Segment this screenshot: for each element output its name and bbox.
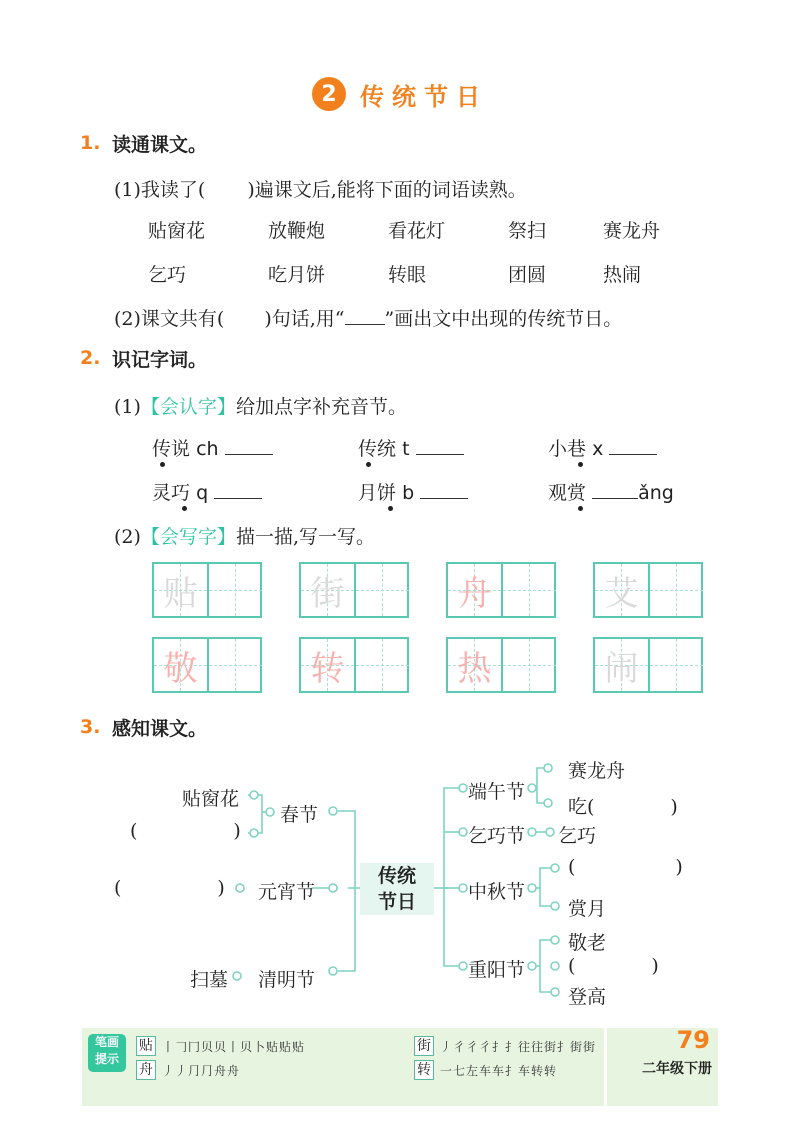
word-item: 团圆 — [508, 264, 547, 286]
stroke-char: 舟 — [136, 1060, 156, 1080]
pinyin-hint: t — [402, 438, 410, 460]
section-3-number: 3. — [80, 716, 101, 738]
word-item: 祭扫 — [508, 220, 547, 242]
pinyin-word: 灵巧 — [152, 482, 191, 504]
center-line-2: 节日 — [377, 891, 416, 913]
node-dragon-boat-festival: 端午节 — [468, 781, 526, 803]
stroke-char: 转 — [414, 1060, 434, 1080]
chongyang-item-2-blank[interactable]: ( ) — [568, 955, 659, 977]
section-2-title: 识记字词。 — [112, 349, 208, 371]
trace-char: 舟 — [457, 573, 492, 614]
trace-char: 敬 — [163, 648, 198, 689]
trace-char: 闹 — [604, 648, 639, 689]
word-item: 热闹 — [603, 264, 642, 286]
trace-char: 街 — [310, 573, 345, 614]
pinyin-word: 月饼 — [358, 482, 397, 504]
lesson-number-badge: 2 — [312, 77, 346, 111]
q1-part1-prefix: (1)我读了( — [114, 179, 206, 201]
word-item: 乞巧 — [148, 264, 187, 286]
pinyin-hint: q — [196, 482, 209, 504]
pinyin-hint: b — [402, 482, 415, 504]
pinyin-word: 传统 — [358, 438, 397, 460]
badge-line-1: 笔画 — [94, 1035, 119, 1049]
node-qingming-festival: 清明节 — [258, 969, 316, 991]
qixi-item: 乞巧 — [558, 825, 597, 847]
mind-map-center — [360, 863, 434, 915]
pinyin-hint: ch — [196, 438, 219, 460]
node-qixi-festival: 乞巧节 — [468, 825, 526, 847]
stroke-sequence: 一七左车车⺘车转转 — [440, 1064, 558, 1078]
q2-part1-suffix: 给加点字补充音节。 — [235, 396, 407, 418]
pinyin-word: 传说 — [152, 438, 191, 460]
midautumn-item-1-blank[interactable]: ( ) — [568, 856, 683, 878]
q2-part1-prefix: (1) — [114, 396, 141, 418]
word-item: 看花灯 — [388, 220, 446, 242]
spring-item-2-blank[interactable]: ( ) — [130, 820, 241, 842]
node-spring-festival: 春节 — [280, 804, 319, 826]
q2-part2-tag: 【会写字】 — [140, 526, 236, 548]
pinyin-word: 小巷 — [548, 438, 587, 460]
q1-part2-prefix: (2)课文共有( — [114, 308, 225, 330]
stroke-char: 贴 — [136, 1036, 156, 1056]
word-item: 赛龙舟 — [603, 220, 661, 242]
word-item: 转眼 — [388, 264, 427, 286]
stroke-hint-badge — [88, 1034, 126, 1072]
q1-part2-suffix: ”画出文中出现的传统节日。 — [384, 308, 623, 330]
trace-char: 热 — [457, 648, 492, 689]
node-lantern-festival: 元宵节 — [258, 881, 316, 903]
badge-line-2: 提示 — [94, 1052, 119, 1066]
midautumn-item-2: 赏月 — [568, 898, 607, 920]
node-mid-autumn-festival: 中秋节 — [468, 881, 526, 903]
lesson-title-text: 传统节日 — [360, 82, 488, 111]
footer-divider — [604, 1028, 607, 1106]
page-number: 79 — [676, 1026, 710, 1054]
q2-part1-tag: 【会认字】 — [140, 396, 236, 418]
node-chongyang-festival: 重阳节 — [468, 959, 526, 981]
q2-part2-suffix: 描一描,写一写。 — [235, 526, 375, 548]
word-item: 放鞭炮 — [268, 220, 326, 242]
stroke-sequence: 丿彳彳彳⺘⺘往往街⺘街街 — [440, 1040, 597, 1054]
q1-part1-suffix: )遍课文后,能将下面的词语读熟。 — [247, 179, 527, 201]
lantern-item-blank[interactable]: ( ) — [114, 877, 225, 899]
pinyin-ending: ǎng — [638, 482, 674, 504]
section-1-number: 1. — [80, 132, 101, 154]
trace-char: 艾 — [604, 573, 639, 614]
section-2-number: 2. — [80, 347, 101, 369]
chongyang-item-3: 登高 — [568, 986, 607, 1008]
stroke-char: 街 — [414, 1036, 434, 1056]
center-line-1: 传统 — [377, 865, 416, 887]
q2-part2-prefix: (2) — [114, 526, 141, 548]
dragon-item-2-blank[interactable]: 吃( ) — [568, 796, 678, 818]
stroke-sequence: 丨𠃌冂贝贝丨贝卜贴贴贴 — [162, 1040, 306, 1054]
trace-char: 贴 — [163, 573, 198, 614]
dragon-item-1: 赛龙舟 — [568, 760, 626, 782]
pinyin-word: 观赏 — [548, 482, 587, 504]
section-1-title: 读通课文。 — [112, 134, 208, 156]
trace-char: 转 — [310, 648, 345, 689]
stroke-sequence: 丿丿⺆⺆舟舟 — [162, 1064, 241, 1078]
grade-label: 二年级下册 — [642, 1061, 712, 1077]
word-item: 贴窗花 — [148, 220, 206, 242]
qingming-item: 扫墓 — [190, 969, 229, 991]
chongyang-item-1: 敬老 — [568, 932, 607, 954]
section-3-title: 感知课文。 — [112, 718, 208, 740]
pinyin-hint: x — [592, 438, 604, 460]
spring-item-1: 贴窗花 — [182, 788, 240, 810]
word-item: 吃月饼 — [268, 264, 326, 286]
q1-part2-middle: )句话,用“ — [264, 308, 345, 330]
